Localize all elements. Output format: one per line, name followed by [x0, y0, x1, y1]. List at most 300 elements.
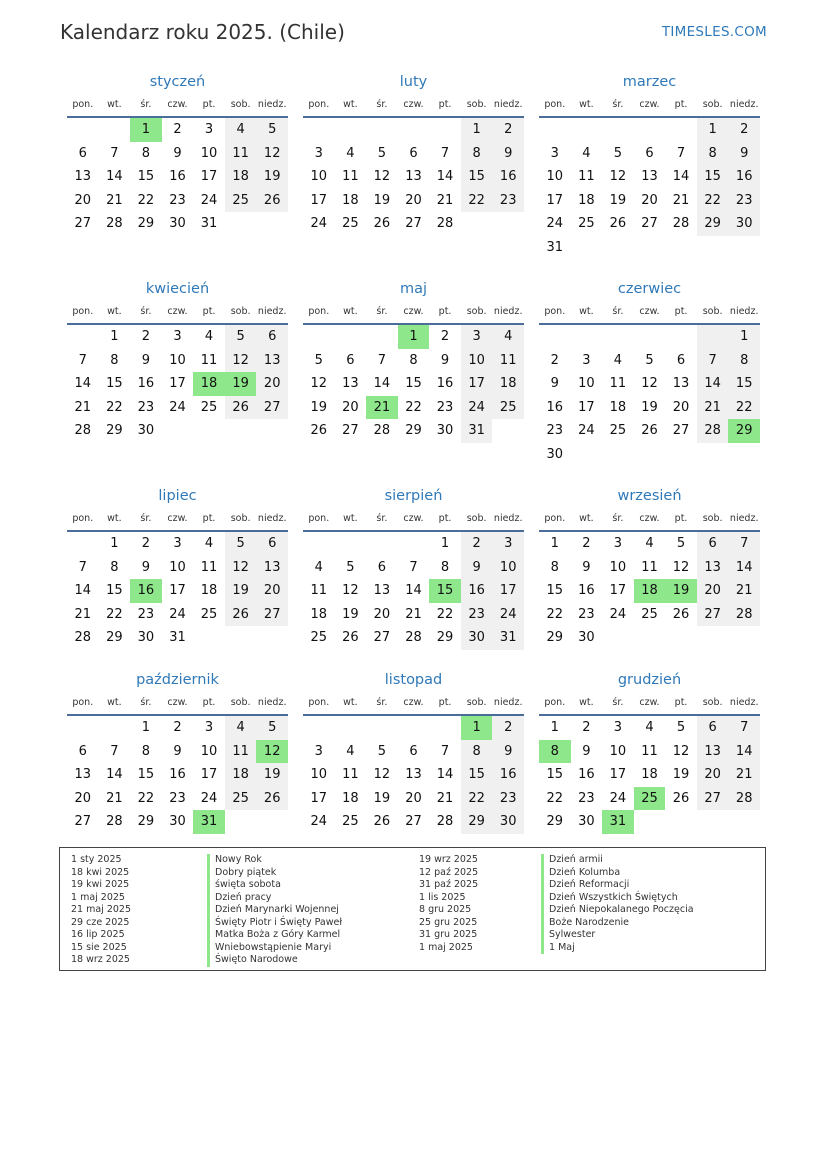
weekday-label: czw.: [167, 513, 188, 524]
weekday-header: [67, 94, 288, 118]
day-cell: 28: [74, 630, 92, 645]
day-cell: 14: [74, 376, 92, 391]
weekday-label: pon.: [308, 697, 330, 708]
holiday-day-cell: 31: [193, 810, 225, 834]
weekday-label: sob.: [230, 99, 251, 110]
legend-holiday-name: Wniebowstąpienie Maryi: [207, 942, 342, 955]
day-cell: 21: [436, 192, 454, 208]
legend-holiday-name: Dobry piątek: [207, 867, 342, 880]
day-cell: 18: [609, 399, 627, 415]
day-cell: 1: [110, 329, 119, 344]
weekday-label: czw.: [403, 513, 424, 524]
day-cell: 17: [169, 583, 186, 598]
day-cell: 19: [641, 399, 658, 415]
day-cell: 2: [440, 329, 450, 344]
day-cell: 7: [110, 743, 119, 759]
empty-cell: [366, 532, 398, 556]
day-cell: 12: [225, 349, 257, 373]
day-cell: 24: [200, 192, 218, 208]
day-cell: 30: [436, 423, 454, 438]
day-cell: 20: [641, 192, 658, 208]
day-cell: 16: [546, 399, 564, 415]
day-cell: 15: [697, 165, 729, 189]
days-grid: [303, 118, 524, 236]
days-grid: [539, 716, 760, 834]
day-cell: 18: [225, 763, 257, 787]
day-cell: 12: [609, 169, 627, 184]
day-cell: 11: [492, 349, 524, 373]
empty-cell: [366, 716, 398, 740]
day-cell: 19: [225, 579, 257, 603]
day-cell: 28: [436, 814, 454, 829]
empty-cell: [303, 716, 335, 740]
days-grid: [539, 325, 760, 466]
day-cell: 25: [310, 630, 328, 645]
day-cell: 23: [492, 189, 524, 213]
day-cell: 28: [436, 216, 454, 231]
day-cell: 9: [582, 559, 591, 575]
legend-date: 21 maj 2025: [71, 904, 132, 915]
day-cell: 2: [492, 716, 524, 740]
day-cell: 23: [169, 192, 186, 208]
day-cell: 8: [409, 352, 418, 368]
day-cell: 11: [225, 142, 257, 166]
weekday-label: wt.: [343, 513, 358, 524]
weekday-label: pon.: [72, 697, 94, 708]
day-cell: 9: [550, 376, 559, 391]
weekday-label: niedz.: [493, 697, 523, 708]
day-cell: 9: [728, 142, 760, 166]
day-cell: 2: [492, 118, 524, 142]
weekday-label: pt.: [674, 697, 688, 708]
day-cell: 25: [225, 787, 257, 811]
day-cell: 22: [546, 606, 564, 622]
day-cell: 7: [440, 145, 450, 161]
weekday-header: [539, 692, 760, 716]
day-cell: 18: [342, 790, 359, 806]
day-cell: 3: [314, 743, 323, 759]
weekday-label: pon.: [544, 513, 566, 524]
day-cell: 19: [342, 606, 359, 622]
holiday-day-cell: 1: [461, 716, 493, 740]
weekday-label: czw.: [639, 513, 660, 524]
day-cell: 9: [582, 743, 591, 759]
weekday-label: sob.: [702, 697, 723, 708]
day-cell: 1: [697, 118, 729, 142]
weekday-label: pt.: [202, 697, 216, 708]
day-cell: 28: [672, 216, 690, 231]
month-name: lipiec: [158, 488, 197, 504]
day-cell: 15: [461, 165, 493, 189]
day-cell: 25: [578, 216, 595, 231]
day-cell: 22: [546, 790, 564, 806]
days-grid: [303, 325, 524, 443]
day-cell: 13: [697, 740, 729, 764]
day-cell: 4: [204, 536, 214, 551]
day-cell: 4: [225, 716, 257, 740]
day-cell: 19: [609, 192, 627, 208]
day-cell: 20: [405, 192, 422, 208]
weekday-label: sob.: [466, 697, 487, 708]
day-cell: 23: [578, 790, 595, 806]
holiday-day-cell: 19: [665, 579, 697, 603]
day-cell: 15: [137, 169, 155, 184]
day-cell: 3: [550, 145, 559, 161]
legend-holiday-name: Dzień Niepokalanego Poczęcia: [541, 904, 694, 917]
day-cell: 17: [609, 583, 627, 598]
legend-date: 31 paź 2025: [419, 879, 479, 890]
weekday-label: niedz.: [729, 99, 759, 110]
day-cell: 21: [74, 606, 92, 622]
days-grid: [67, 325, 288, 443]
weekday-label: pt.: [202, 306, 216, 317]
day-cell: 10: [200, 743, 218, 759]
day-cell: 30: [492, 810, 524, 834]
day-cell: 17: [578, 399, 595, 415]
day-cell: 17: [461, 372, 493, 396]
day-cell: 20: [405, 790, 422, 806]
day-cell: 5: [377, 743, 387, 759]
day-cell: 27: [405, 814, 422, 829]
day-cell: 14: [436, 169, 454, 184]
empty-cell: [665, 325, 697, 349]
day-cell: 31: [461, 419, 493, 443]
empty-cell: [429, 716, 461, 740]
weekday-label: pt.: [674, 306, 688, 317]
day-cell: 4: [225, 118, 257, 142]
day-cell: 12: [672, 743, 690, 759]
day-cell: 22: [106, 606, 123, 622]
day-cell: 24: [200, 790, 218, 806]
day-cell: 27: [342, 423, 359, 438]
day-cell: 2: [728, 118, 760, 142]
day-cell: 21: [697, 396, 729, 420]
empty-cell: [398, 532, 430, 556]
day-cell: 6: [676, 352, 686, 368]
day-cell: 2: [582, 720, 591, 735]
day-cell: 1: [728, 325, 760, 349]
day-cell: 3: [173, 536, 182, 551]
weekday-label: niedz.: [257, 306, 287, 317]
weekday-label: pon.: [544, 697, 566, 708]
day-cell: 11: [342, 169, 359, 184]
day-cell: 14: [106, 767, 123, 782]
legend-dates-right: [419, 854, 478, 954]
day-cell: 30: [578, 814, 595, 829]
days-grid: [67, 118, 288, 236]
days-grid: [539, 118, 760, 259]
day-cell: 30: [137, 423, 155, 438]
month-name: kwiecień: [145, 281, 210, 297]
day-cell: 26: [225, 603, 257, 627]
day-cell: 18: [310, 606, 328, 622]
day-cell: 7: [78, 559, 87, 575]
day-cell: 27: [74, 216, 92, 231]
day-cell: 29: [697, 212, 729, 236]
day-cell: 5: [676, 536, 686, 551]
day-cell: 26: [641, 423, 658, 438]
weekday-label: śr.: [140, 697, 152, 708]
day-cell: 25: [641, 606, 658, 622]
empty-cell: [335, 118, 367, 142]
day-cell: 20: [697, 579, 729, 603]
days-grid: [539, 532, 760, 650]
day-cell: 12: [310, 376, 328, 391]
weekday-label: wt.: [579, 99, 594, 110]
day-cell: 24: [578, 423, 595, 438]
weekday-label: czw.: [167, 306, 188, 317]
day-cell: 20: [256, 372, 288, 396]
legend-holiday-name: Dzień armii: [541, 854, 694, 867]
day-cell: 5: [377, 145, 387, 161]
day-cell: 22: [461, 787, 493, 811]
day-cell: 20: [74, 192, 92, 208]
day-cell: 16: [461, 579, 493, 603]
holiday-day-cell: 19: [225, 372, 257, 396]
weekday-header: [539, 508, 760, 532]
day-cell: 24: [492, 603, 524, 627]
day-cell: 14: [106, 169, 123, 184]
day-cell: 23: [169, 790, 186, 806]
day-cell: 11: [225, 740, 257, 764]
legend-date: 31 gru 2025: [419, 929, 478, 940]
day-cell: 22: [405, 399, 422, 415]
weekday-label: sob.: [230, 697, 251, 708]
legend-holiday-name: Sylwester: [541, 929, 694, 942]
day-cell: 31: [546, 239, 564, 255]
month-1: [67, 70, 288, 236]
day-cell: 5: [314, 352, 323, 368]
day-cell: 20: [697, 763, 729, 787]
day-cell: 1: [461, 118, 493, 142]
day-cell: 28: [74, 423, 92, 438]
day-cell: 3: [204, 122, 214, 137]
day-cell: 23: [461, 603, 493, 627]
day-cell: 13: [405, 169, 422, 184]
holiday-day-cell: 31: [602, 810, 634, 834]
day-cell: 5: [676, 720, 686, 735]
day-cell: 3: [582, 352, 591, 368]
weekday-label: pon.: [308, 306, 330, 317]
weekday-label: pon.: [72, 513, 94, 524]
weekday-label: sob.: [702, 513, 723, 524]
holiday-day-cell: 29: [728, 419, 760, 443]
day-cell: 26: [256, 787, 288, 811]
day-cell: 8: [461, 740, 493, 764]
day-cell: 5: [256, 118, 288, 142]
day-cell: 23: [728, 189, 760, 213]
weekday-label: śr.: [612, 99, 624, 110]
holiday-day-cell: 1: [130, 118, 162, 142]
day-cell: 10: [461, 349, 493, 373]
day-cell: 12: [342, 583, 359, 598]
holiday-day-cell: 12: [256, 740, 288, 764]
day-cell: 14: [405, 583, 422, 598]
day-cell: 17: [492, 579, 524, 603]
day-cell: 29: [546, 630, 564, 645]
day-cell: 12: [225, 556, 257, 580]
day-cell: 15: [405, 376, 422, 391]
day-cell: 26: [342, 630, 359, 645]
brand-link[interactable]: TIMESLES.COM: [661, 24, 767, 40]
day-cell: 18: [225, 165, 257, 189]
day-cell: 24: [310, 814, 328, 829]
day-cell: 16: [728, 165, 760, 189]
empty-cell: [539, 325, 571, 349]
day-cell: 21: [728, 579, 760, 603]
day-cell: 22: [106, 399, 123, 415]
day-cell: 8: [110, 352, 119, 368]
day-cell: 15: [728, 372, 760, 396]
day-cell: 9: [461, 556, 493, 580]
day-cell: 17: [609, 767, 627, 782]
day-cell: 14: [672, 169, 690, 184]
weekday-label: sob.: [702, 99, 723, 110]
day-cell: 7: [377, 352, 387, 368]
day-cell: 30: [461, 626, 493, 650]
empty-cell: [335, 325, 367, 349]
day-cell: 13: [672, 376, 690, 391]
day-cell: 23: [436, 399, 454, 415]
day-cell: 6: [256, 325, 288, 349]
day-cell: 28: [728, 603, 760, 627]
day-cell: 21: [436, 790, 454, 806]
day-cell: 14: [74, 583, 92, 598]
weekday-label: czw.: [639, 697, 660, 708]
day-cell: 10: [169, 352, 186, 368]
day-cell: 26: [373, 814, 391, 829]
day-cell: 14: [697, 372, 729, 396]
day-cell: 10: [310, 169, 328, 184]
empty-cell: [335, 716, 367, 740]
day-cell: 9: [141, 559, 151, 575]
day-cell: 28: [697, 419, 729, 443]
weekday-label: niedz.: [257, 513, 287, 524]
day-cell: 12: [256, 142, 288, 166]
day-cell: 26: [609, 216, 627, 231]
day-cell: 29: [461, 810, 493, 834]
day-cell: 7: [676, 145, 686, 161]
day-cell: 6: [697, 532, 729, 556]
weekday-label: czw.: [639, 99, 660, 110]
weekday-label: wt.: [579, 697, 594, 708]
day-cell: 3: [314, 145, 323, 161]
day-cell: 10: [310, 767, 328, 782]
weekday-label: sob.: [466, 306, 487, 317]
day-cell: 19: [256, 763, 288, 787]
day-cell: 15: [461, 763, 493, 787]
day-cell: 15: [137, 767, 155, 782]
weekday-label: śr.: [140, 306, 152, 317]
holiday-legend: [59, 847, 766, 971]
holiday-day-cell: 8: [539, 740, 571, 764]
day-cell: 16: [137, 376, 155, 391]
empty-cell: [99, 118, 131, 142]
day-cell: 30: [169, 216, 186, 231]
day-cell: 30: [728, 212, 760, 236]
weekday-label: wt.: [107, 513, 122, 524]
weekday-label: pt.: [438, 513, 452, 524]
weekday-label: sob.: [230, 306, 251, 317]
month-8: [303, 484, 524, 650]
page-title: Kalendarz roku 2025. (Chile): [60, 20, 345, 44]
day-cell: 10: [200, 145, 218, 161]
day-cell: 31: [492, 626, 524, 650]
weekday-header: [539, 301, 760, 325]
legend-holiday-name: Dzień Kolumba: [541, 867, 694, 880]
month-name: październik: [136, 672, 219, 688]
weekday-header: [67, 301, 288, 325]
day-cell: 25: [492, 396, 524, 420]
day-cell: 6: [78, 145, 87, 161]
legend-holiday-name: Nowy Rok: [207, 854, 342, 867]
day-cell: 25: [200, 399, 218, 415]
weekday-header: [303, 301, 524, 325]
day-cell: 1: [141, 720, 151, 735]
day-cell: 13: [373, 583, 391, 598]
day-cell: 30: [169, 814, 186, 829]
day-cell: 9: [141, 352, 151, 368]
holiday-day-cell: 18: [634, 579, 666, 603]
day-cell: 21: [106, 790, 123, 806]
day-cell: 16: [492, 763, 524, 787]
weekday-label: niedz.: [729, 513, 759, 524]
holiday-day-cell: 25: [634, 787, 666, 811]
day-cell: 15: [106, 583, 123, 598]
day-cell: 28: [106, 216, 123, 231]
day-cell: 8: [110, 559, 119, 575]
day-cell: 3: [613, 536, 623, 551]
weekday-label: pt.: [438, 697, 452, 708]
day-cell: 29: [137, 814, 155, 829]
weekday-header: [67, 692, 288, 716]
day-cell: 31: [200, 216, 218, 231]
day-cell: 28: [728, 787, 760, 811]
day-cell: 22: [137, 790, 155, 806]
day-cell: 8: [141, 145, 151, 161]
legend-date: 16 lip 2025: [71, 929, 125, 940]
legend-holiday-name: święta sobota: [207, 879, 342, 892]
month-9: [539, 484, 760, 650]
month-name: maj: [399, 281, 428, 297]
day-cell: 17: [169, 376, 186, 391]
weekday-label: śr.: [376, 99, 388, 110]
day-cell: 16: [169, 767, 186, 782]
empty-cell: [398, 716, 430, 740]
weekday-header: [303, 692, 524, 716]
day-cell: 23: [546, 423, 564, 438]
day-cell: 26: [672, 790, 690, 806]
day-cell: 16: [578, 767, 595, 782]
month-4: [67, 277, 288, 443]
day-cell: 8: [550, 559, 559, 575]
weekday-label: niedz.: [493, 99, 523, 110]
day-cell: 5: [225, 325, 257, 349]
weekday-label: sob.: [466, 99, 487, 110]
day-cell: 14: [373, 376, 391, 391]
day-cell: 5: [225, 532, 257, 556]
day-cell: 5: [613, 145, 623, 161]
weekday-label: czw.: [403, 99, 424, 110]
day-cell: 17: [310, 790, 328, 806]
day-cell: 22: [137, 192, 155, 208]
weekday-label: pon.: [544, 306, 566, 317]
day-cell: 13: [74, 767, 92, 782]
legend-date: 19 kwi 2025: [71, 879, 130, 890]
weekday-label: niedz.: [729, 306, 759, 317]
weekday-label: sob.: [466, 513, 487, 524]
day-cell: 4: [204, 329, 214, 344]
